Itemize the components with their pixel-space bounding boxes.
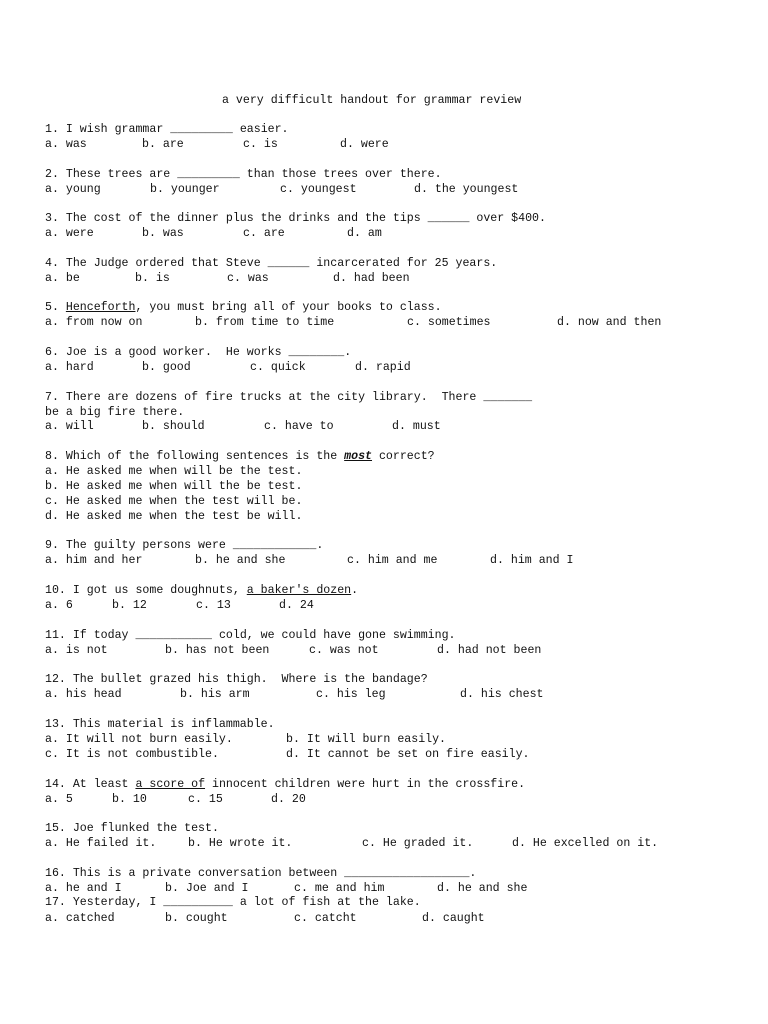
q3-option-c: c. are: [243, 227, 285, 240]
underlined-phrase: a baker's dozen: [246, 584, 352, 597]
q5-option-d: d. now and then: [557, 316, 662, 329]
q5-option-a: a. from now on: [45, 316, 143, 329]
q7-option-a: a. will: [45, 420, 94, 433]
q2-option-b: b. younger: [150, 183, 220, 196]
q8-option-a: a. He asked me when will be the test.: [45, 465, 303, 478]
q5-option-b: b. from time to time: [195, 316, 335, 329]
q17-option-b: b. cought: [165, 912, 228, 925]
q11-option-c: c. was not: [309, 644, 379, 657]
q1-option-c: c. is: [243, 138, 278, 151]
question-2: 2. These trees are _________ than those trees over there.: [45, 168, 442, 181]
q6-option-c: c. quick: [250, 361, 306, 374]
question-5: 5. Henceforth, you must bring all of your books to class.: [45, 301, 442, 314]
q13-option-b: b. It will burn easily.: [286, 733, 447, 746]
q13-option-c: c. It is not combustible.: [45, 748, 219, 761]
question-13: 13. This material is inflammable.: [45, 718, 275, 731]
q4-option-b: b. is: [135, 272, 170, 285]
q1-option-a: a. was: [45, 138, 87, 151]
q16-option-d: d. he and she: [437, 882, 528, 895]
question-15: 15. Joe flunked the test.: [45, 822, 219, 835]
question-7-continued: be a big fire there.: [45, 406, 185, 419]
handout-title: a very difficult handout for grammar review: [222, 94, 522, 107]
q15-option-d: d. He excelled on it.: [512, 837, 659, 850]
q12-option-c: c. his leg: [316, 688, 386, 701]
q5-option-c: c. sometimes: [407, 316, 491, 329]
q13-option-a: a. It will not burn easily.: [45, 733, 233, 746]
question-14: 14. At least a score of innocent children were hurt in the crossfire.: [45, 778, 526, 791]
q10-option-d: d. 24: [279, 599, 314, 612]
q16-option-a: a. he and I: [45, 882, 122, 895]
q8-option-b: b. He asked me when will the be test.: [45, 480, 303, 493]
question-4: 4. The Judge ordered that Steve ______ incarcerated for 25 years.: [45, 257, 498, 270]
q2-option-a: a. young: [45, 183, 101, 196]
q10-option-a: a. 6: [45, 599, 73, 612]
question-9: 9. The guilty persons were ____________.: [45, 539, 324, 552]
q2-option-d: d. the youngest: [414, 183, 519, 196]
q14-option-a: a. 5: [45, 793, 73, 806]
q2-option-c: c. youngest: [280, 183, 357, 196]
q14-option-d: d. 20: [271, 793, 306, 806]
q12-option-a: a. his head: [45, 688, 122, 701]
q15-option-c: c. He graded it.: [362, 837, 474, 850]
emphasized-word: most: [344, 450, 373, 463]
q7-option-b: b. should: [142, 420, 205, 433]
q4-option-a: a. be: [45, 272, 80, 285]
question-7: 7. There are dozens of fire trucks at the city library. There _______: [45, 391, 533, 404]
q17-option-d: d. caught: [422, 912, 485, 925]
question-3: 3. The cost of the dinner plus the drinks and the tips ______ over $400.: [45, 212, 546, 225]
q10-option-b: b. 12: [112, 599, 147, 612]
q1-option-d: d. were: [340, 138, 389, 151]
question-8: 8. Which of the following sentences is the most correct?: [45, 450, 435, 463]
q3-option-a: a. were: [45, 227, 94, 240]
question-10: 10. I got us some doughnuts, a baker's dozen.: [45, 584, 359, 597]
q12-option-b: b. his arm: [180, 688, 250, 701]
question-11: 11. If today ___________ cold, we could have gone swimming.: [45, 629, 456, 642]
q1-option-b: b. are: [142, 138, 184, 151]
underlined-word: Henceforth: [65, 301, 136, 314]
q12-option-d: d. his chest: [460, 688, 544, 701]
q10-option-c: c. 13: [196, 599, 231, 612]
underlined-phrase: a score of: [135, 778, 206, 791]
q17-option-a: a. catched: [45, 912, 115, 925]
q9-option-d: d. him and I: [490, 554, 574, 567]
q13-option-d: d. It cannot be set on fire easily.: [286, 748, 530, 761]
q4-option-c: c. was: [227, 272, 269, 285]
q16-option-b: b. Joe and I: [165, 882, 249, 895]
q15-option-b: b. He wrote it.: [188, 837, 293, 850]
q8-option-d: d. He asked me when the test be will.: [45, 510, 303, 523]
q11-option-d: d. had not been: [437, 644, 542, 657]
q7-option-d: d. must: [392, 420, 441, 433]
question-12: 12. The bullet grazed his thigh. Where is the bandage?: [45, 673, 428, 686]
q16-option-c: c. me and him: [294, 882, 385, 895]
q14-option-c: c. 15: [188, 793, 223, 806]
q4-option-d: d. had been: [333, 272, 410, 285]
q14-option-b: b. 10: [112, 793, 147, 806]
question-6: 6. Joe is a good worker. He works ________.: [45, 346, 352, 359]
q15-option-a: a. He failed it.: [45, 837, 157, 850]
q6-option-d: d. rapid: [355, 361, 411, 374]
q3-option-d: d. am: [347, 227, 382, 240]
question-1: 1. I wish grammar _________ easier.: [45, 123, 289, 136]
q6-option-a: a. hard: [45, 361, 94, 374]
question-16: 16. This is a private conversation between __________________.: [45, 867, 477, 880]
q9-option-a: a. him and her: [45, 554, 143, 567]
q9-option-b: b. he and she: [195, 554, 286, 567]
q11-option-b: b. has not been: [165, 644, 270, 657]
q3-option-b: b. was: [142, 227, 184, 240]
q7-option-c: c. have to: [264, 420, 334, 433]
q9-option-c: c. him and me: [347, 554, 438, 567]
q11-option-a: a. is not: [45, 644, 108, 657]
question-17: 17. Yesterday, I __________ a lot of fish at the lake.: [45, 896, 421, 909]
q8-option-c: c. He asked me when the test will be.: [45, 495, 303, 508]
q6-option-b: b. good: [142, 361, 191, 374]
q17-option-c: c. catcht: [294, 912, 357, 925]
